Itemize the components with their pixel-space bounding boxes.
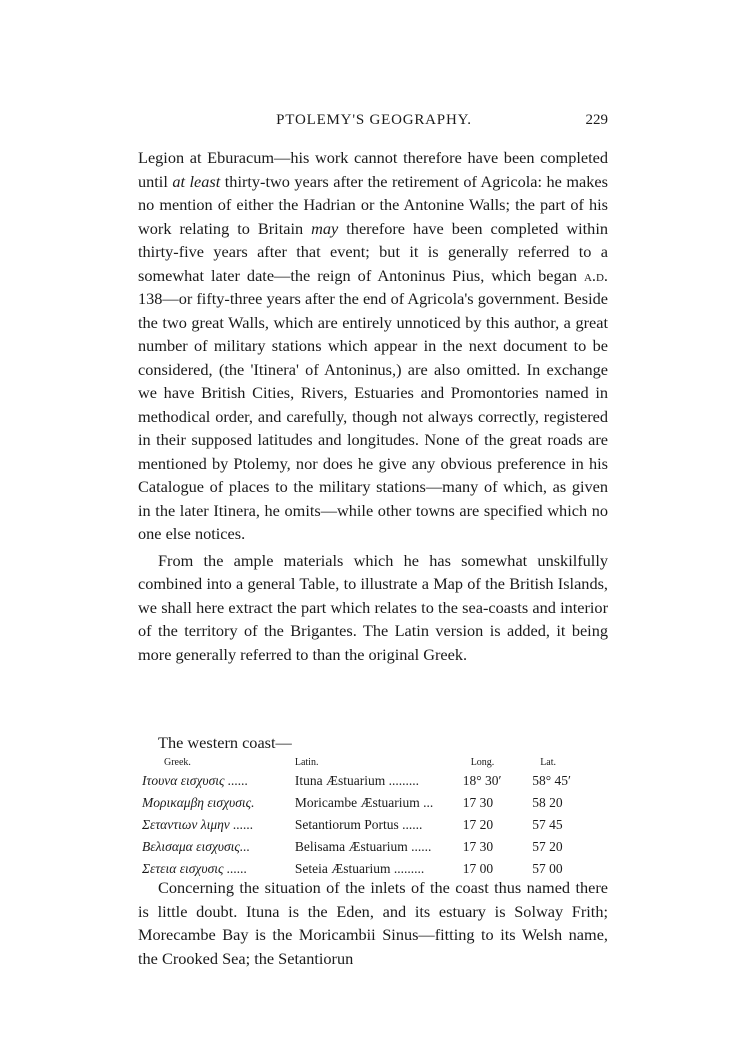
coast-intro: The western coast— <box>158 733 292 752</box>
header-lat: Lat. <box>540 757 557 768</box>
greek-name: Βελισαμα εισχυσις... <box>142 839 251 854</box>
header-greek: Greek. <box>164 757 191 768</box>
text-run: Legion at Eburacum—his work cannot therefore have been completed until <box>138 148 608 191</box>
main-text <box>138 146 608 666</box>
paragraph-2: From the ample materials which he has somewhat unskilfully combined into a general Table, to illustrate a Map of the British Islands, we shall here extract the part which relates to the sea-coasts and interior of the territory of the Brigantes. The Latin version is added, it being more generally referred to than the original Greek. <box>138 550 608 664</box>
latin-name: Setantiorum Portus ...... <box>294 817 423 832</box>
text-run: thirty-two years after the retirement of Agricola: he makes no mention of either the Hadrian or the Antonine Walls; the part of his work relating to Britain <box>138 171 608 238</box>
page-header <box>140 112 608 136</box>
text-run: therefore have been completed within thirty-five years after that event; but it is generally referred to a somewhat later date—the reign of Antoninus Pius, which began <box>138 218 608 285</box>
latitude: 58° 45′ <box>532 773 571 788</box>
table-header-row <box>142 757 608 771</box>
latitude: 57 20 <box>532 839 563 854</box>
coordinates-table <box>142 757 608 881</box>
longitude: 17 00 <box>462 861 494 876</box>
latitude: 57 00 <box>532 861 563 876</box>
latin-name: Seteia Æstuarium ......... <box>294 861 425 876</box>
table-row <box>142 837 608 859</box>
paragraph-3: Concerning the situation of the inlets of the coast thus named there is little doubt. Ituna is the Eden, and its estuary is Solway Frith; Morecambe Bay is the Moricambii Sinus—fitting to its Welsh name, the Crooked Sea; the Setantiorun <box>138 878 608 968</box>
longitude: 17 30 <box>462 795 494 810</box>
table-row <box>142 793 608 815</box>
page-number: 229 <box>585 112 608 128</box>
table-row <box>142 815 608 837</box>
text-run: 138—or fifty-three years after the end of Agricola's government. Beside the two great Walls, which are entirely unnoticed by this author, a great number of military stations which appear in the next document to be considered, (the 'Itinera' of Antoninus,) are also omitted. In exchange we have British Cities, Rivers, Estuaries and Promontories named in methodical order, and carefully, though not always correctly, registered in their supposed latitudes and longitudes. None of the great roads are mentioned by Ptolemy, nor does he give any obvious preference in his Catalogue of places to the military stations—many of which, as given in the later Itinera, he omits—while other towns are specified which no one else notices. <box>138 289 608 543</box>
longitude: 17 30 <box>462 839 494 854</box>
latin-name: Belisama Æstuarium ...... <box>294 839 432 854</box>
longitude: 18° 30′ <box>462 773 502 788</box>
latin-name: Ituna Æstuarium ......... <box>294 773 419 788</box>
paragraph-1 <box>138 146 608 546</box>
header-latin: Latin. <box>294 757 319 768</box>
latitude: 57 45 <box>532 817 563 832</box>
greek-name: Σετεια εισχυσις ...... <box>142 861 248 876</box>
greek-name: Σεταντιων λιμην ...... <box>142 817 254 832</box>
emphasis: may <box>311 218 339 238</box>
latin-name: Moricambe Æstuarium ... <box>294 795 434 810</box>
emphasis: at least <box>172 171 221 191</box>
latitude: 58 20 <box>532 795 563 810</box>
era-abbreviation: a.d. <box>583 265 608 285</box>
greek-name: Ιτουνα εισχυσις ...... <box>142 773 249 788</box>
running-title: PTOLEMY'S GEOGRAPHY. <box>276 112 472 128</box>
header-long: Long. <box>470 757 495 768</box>
longitude: 17 20 <box>462 817 494 832</box>
closing-text <box>138 876 608 970</box>
table-row <box>142 771 608 793</box>
greek-name: Μορικαμβη εισχυσις. <box>142 795 255 810</box>
